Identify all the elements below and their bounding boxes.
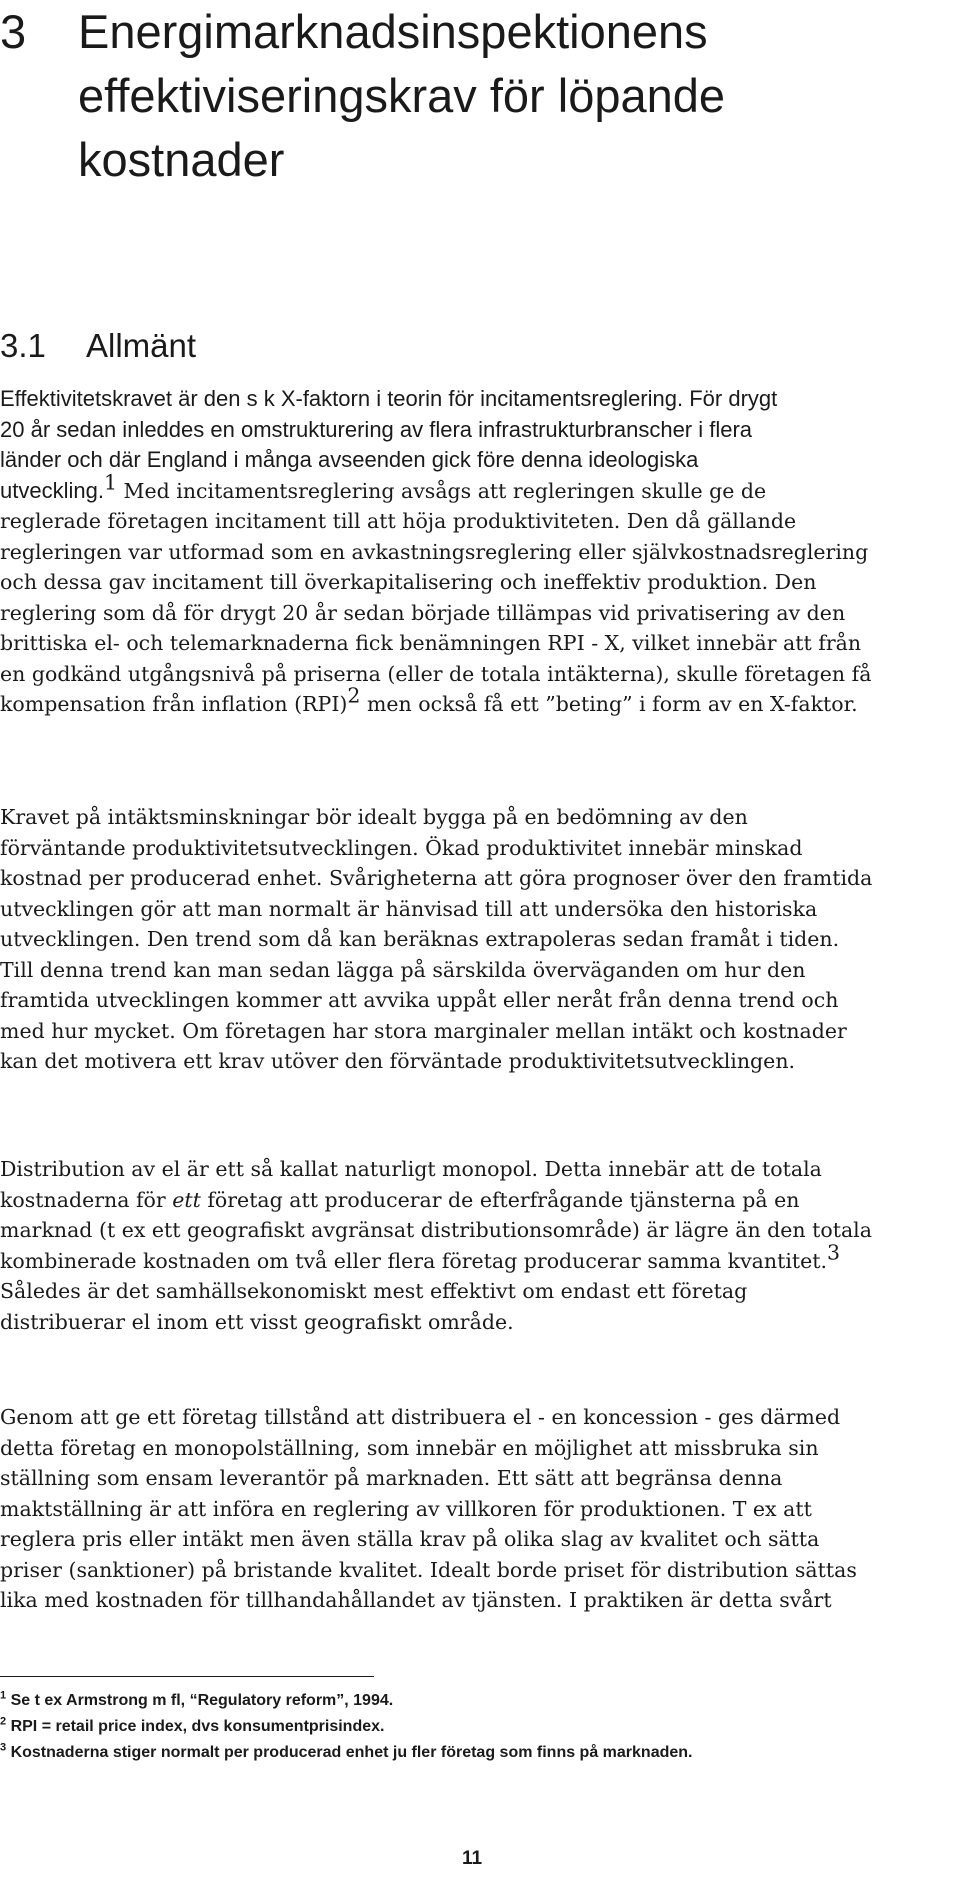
text-run: kostnad per producerad enhet. Svårigheterna att göra prognoser över den framtida [0,866,873,890]
footnote-ref: 2 [347,683,361,708]
text-run: ställning som ensam leverantör på marknaden. Ett sätt att begränsa denna [0,1466,783,1490]
text-run: detta företag en monopolställning, som innebär en möjlighet att missbruka sin [0,1435,819,1460]
text-run: framtida utvecklingen kommer att avvika uppåt eller neråt från denna trend och [0,988,839,1012]
chapter-title-line-1: Energimarknadsinspektionens [78,5,708,58]
text-line [0,955,805,985]
text-run: reglerade företagen incitament till att höja produktiviteten. Den då gällande [0,509,797,533]
text-run: länder och där England i många avseenden gick före denna ideologiska [0,447,699,472]
text-line [0,1016,847,1046]
page-number: 11 [462,1848,483,1869]
text-line [0,833,803,863]
text-line [0,384,777,414]
footnote-text: Kostnaderna stiger normalt per producerad enhet ju fler företag som finns på marknaden. [6,1744,693,1761]
text-run: utvecklingen. Den trend som då kan beräknas extrapoleras sedan framåt i tiden. [0,927,840,951]
text-run: en godkänd utgångsnivå på priserna (eller de totala intäkterna), skulle företagen få [0,661,872,686]
text-line [0,1154,822,1184]
footnote-marker: 1 [0,1689,7,1702]
text-run: kompensation från inflation (RPI) [0,692,348,716]
text-run: ett [172,1187,201,1212]
text-run: utvecklingen gör att man normalt är hänvisad till att undersöka den historiska [0,896,818,921]
text-line [0,659,871,689]
text-line [0,470,767,506]
footnote [0,1716,384,1738]
text-line [0,1185,799,1215]
text-line [0,683,858,719]
text-run: regleringen var utformad som en avkastningsreglering eller självkostnadsreglering [0,539,869,564]
text-line [0,894,817,924]
text-line [0,628,861,658]
text-line [0,1307,514,1337]
text-line [0,985,838,1015]
text-line [0,1585,832,1615]
text-line [0,1240,841,1276]
footnote-separator [0,1676,374,1677]
text-run: kombinerade kostnaden om två eller flera företag producerar samma kvantitet. [0,1248,828,1273]
text-line [0,1046,795,1076]
text-run: lika med kostnaden för tillhandahållandet av tjänsten. I praktiken är detta svårt [0,1588,832,1612]
text-run: 20 år sedan inleddes en omstrukturering av flera infrastrukturbranscher i flera [0,416,753,442]
text-run: Distribution av el är ett så kallat naturligt monopol. Detta innebär att de totala [0,1157,822,1181]
text-run: Till denna trend kan man sedan lägga på särskilda överväganden om hur den [0,957,806,982]
text-line [0,415,752,445]
text-run: företag att producerar de efterfrågande tjänsterna på en [200,1187,800,1212]
text-run: Med incitamentsreglering avsågs att regleringen skulle ge de [117,478,767,503]
text-run: reglering som då för drygt 20 år sedan började tillämpas vid privatisering av den [0,600,846,625]
section-title: Allmänt [86,327,197,364]
text-line [0,1402,840,1432]
text-line [0,1433,819,1463]
text-run: men också få ett ”beting” i form av en X-faktor. [360,692,858,716]
chapter-title-line-3: kostnader [78,133,285,186]
footnote [0,1690,393,1712]
text-run: kan det motivera ett krav utöver den förväntade produktivitetsutvecklingen. [0,1049,796,1073]
text-run: reglera pris eller intäkt men även ställa krav på olika slag av kvalitet och sätta [0,1527,820,1551]
text-line [0,1215,872,1245]
chapter-title-line-2: effektiviseringskrav för löpande [78,69,726,122]
text-line [0,1555,857,1585]
footnote [0,1742,692,1764]
text-line [0,802,748,832]
text-run: och dessa gav incitament till överkapitalisering och ineffektiv produktion. Den [0,570,817,594]
footnote-text: RPI = retail price index, dvs konsumentprisindex. [6,1718,385,1735]
text-run: Genom att ge ett företag tillstånd att distribuera el - en koncession - ges därmed [0,1405,841,1429]
text-line [0,1524,819,1554]
footnote-marker: 3 [0,1741,7,1754]
text-line [0,506,796,536]
text-line [0,598,845,628]
text-run: Kravet på intäktsminskningar bör idealt bygga på en bedömning av den [0,805,748,829]
text-run: förväntande produktivitetsutvecklingen. Ökad produktivitet innebär minskad [0,835,803,860]
text-line [0,863,872,893]
footnote-marker: 2 [0,1715,7,1728]
text-run: priser (sanktioner) på bristande kvalitet. Idealt borde priset för distribution sättas [0,1557,857,1582]
text-run: kostnaderna för [0,1187,173,1212]
text-run: brittiska el- och telemarknaderna fick benämningen RPI - X, vilket innebär att från [0,631,862,655]
text-run: utveckling. [0,477,104,503]
text-run: Således är det samhällsekonomiskt mest effektivt om endast ett företag [0,1279,748,1303]
footnote-ref: 3 [827,1240,841,1265]
text-run: marknad (t ex ett geografiskt avgränsat distributionsområde) är lägre än den totala [0,1218,872,1242]
text-line [0,1494,812,1524]
text-run: Effektivitetskravet är den s k X-faktorn i teorin för incitamentsreglering. För drygt [0,386,778,411]
footnote-ref: 1 [103,470,117,495]
section-number: 3.1 [0,327,46,364]
text-line [0,1463,782,1493]
footnote-text: Se t ex Armstrong m fl, “Regulatory reform”, 1994. [6,1692,394,1709]
text-line [0,567,816,597]
text-line [0,1276,747,1306]
chapter-number: 3 [0,5,27,58]
text-run: distribuerar el inom ett visst geografiskt område. [0,1309,514,1334]
text-run: med hur mycket. Om företagen har stora marginaler mellan intäkt och kostnader [0,1018,847,1043]
text-run: maktställning är att införa en reglering av villkoren för produktionen. T ex att [0,1496,812,1521]
text-line [0,924,839,954]
text-line [0,537,868,567]
